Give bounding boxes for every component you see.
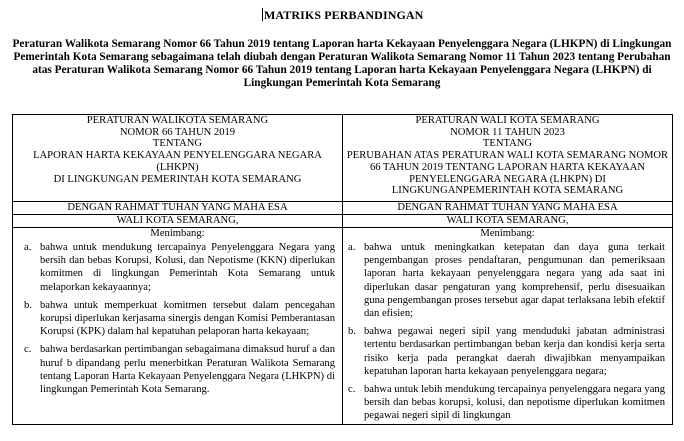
- left-considering: [13, 228, 343, 425]
- item-text: bahwa untuk memperkuat komitmen tersebut dalam pencegahan korupsi diperlukan kerjasama sinergis dengan Komisi Pemberantasan Korupsi (KPK) dalam hal kepatuhan pelaporan harta kekayaan;: [40, 299, 335, 338]
- list-item: [16, 343, 339, 396]
- item-marker: b.: [24, 299, 32, 311]
- left-regulation-heading: [13, 115, 343, 202]
- item-text: bahwa untuk mendukung tercapainya Penyelenggara Negara yang bersih dan bebas Korupsi, Kolusi, dan Nepotisme (KKN) diperlukan komitmen di lingkungan Pemerintah Kota Semarang untuk melaporkan kekayaannya;: [40, 242, 335, 293]
- considering-row: [13, 228, 673, 425]
- heading-line: PERATURAN WALIKOTA SEMARANG: [86, 115, 269, 126]
- item-text: bahwa untuk lebih mendukung tercapainya penyelenggara negara yang bersih dan bebas korupsi, kolusi, dan nepotisme diperlukan komitmen pegawai negeri sipil di lingkungan: [364, 384, 665, 422]
- document-title-text: MATRIKS PERBANDINGAN: [264, 8, 424, 22]
- heading-line: TENTANG: [152, 138, 203, 150]
- considering-list: [16, 241, 339, 396]
- heading-line: (LHKPN): [156, 161, 199, 173]
- heading-line: LAPORAN HARTA KEKAYAAN PENYELENGGARA NEGARA: [33, 150, 322, 162]
- list-item: [346, 325, 669, 378]
- heading-line: PERATURAN WALI KOTA SEMARANG: [415, 115, 600, 126]
- heading-line: NOMOR 11 TAHUN 2023: [450, 126, 565, 138]
- comparison-table: [12, 114, 673, 425]
- right-preamble: DENGAN RAHMAT TUHAN YANG MAHA ESA: [343, 202, 673, 215]
- document-subtitle: Peraturan Walikota Semarang Nomor 66 Tahun 2019 tentang Laporan harta Kekayaan Penyelenggara Negara (LHKPN) di Lingkungan Pemerintah Kota Semarang sebagaimana telah diubah dengan Peraturan Walikota Semarang Nomor 11 Tahun 2023 tentang Perubahan atas Peraturan Walikota Semarang Nomor 66 Tahun 2019 tentang Laporan harta Kekayaan Penyelenggara Negara (LHKPN) di Lingkungan Pemerintah Kota Semarang: [12, 38, 672, 89]
- item-marker: b.: [348, 326, 356, 338]
- item-marker: a.: [348, 242, 356, 253]
- heading-line: TENTANG: [482, 138, 533, 150]
- list-item: [346, 383, 669, 423]
- document-title: [262, 8, 423, 23]
- considering-list: [346, 241, 669, 423]
- left-authority: WALI KOTA SEMARANG,: [13, 215, 343, 228]
- preamble-row: [13, 202, 673, 215]
- right-regulation-heading: [343, 115, 673, 202]
- item-marker: c.: [24, 344, 32, 356]
- list-item: [16, 241, 339, 294]
- authority-row: [13, 215, 673, 228]
- item-text: bahwa untuk meningkatkan ketepatan dan daya guna terkait pengembangan proses pendaftaran, pengumunan dan pemeriksaan laporan harta kekayaan penyelenggara negara yang ada saat ini diperlukan dasar pengaturan yang komprehensif, perlu disesuaikan guna pengembangan proses tersebut agar dapat terlaksana lebih efektif dan efisien;: [364, 242, 665, 320]
- right-authority: WALI KOTA SEMARANG,: [343, 215, 673, 228]
- text-cursor: [262, 8, 263, 21]
- list-item: [346, 241, 669, 320]
- heading-line: PERUBAHAN ATAS PERATURAN WALI KOTA SEMARANG NOMOR 66 TAHUN 2019 TENTANG LAPORAN HARTA KEKAYAAN PENYELENGGARA NEGARA (LHKPN) DI LINGKUNGANPEMERINTAH KOTA SEMARANG: [346, 150, 669, 197]
- item-text: bahwa pegawai negeri sipil yang menduduki jabatan administrasi tertentu berdasarkan pertimbangan beban kerja dan kondisi kerja serta risiko kerja pada perangkat daerah diwajibkan menyampaikan kepatuhan laporan harta kekayaan penyelenggara negara;: [364, 326, 665, 377]
- right-considering: [343, 228, 673, 425]
- considering-label: Menimbang:: [150, 228, 205, 239]
- considering-label: Menimbang:: [480, 228, 535, 239]
- heading-row: [13, 115, 673, 202]
- item-marker: c.: [348, 384, 356, 396]
- item-marker: a.: [24, 242, 32, 253]
- heading-line: NOMOR 66 TAHUN 2019: [119, 126, 236, 138]
- item-text: bahwa berdasarkan pertimbangan sebagaimana dimaksud huruf a dan huruf b dipandang perlu menerbitkan Peraturan Walikota Semarang tentang Laporan Harta Kekayaan Penyelenggara Negara (LHKPN) di lingkungan Pemerintah Kota Semarang.: [40, 344, 335, 396]
- left-preamble: DENGAN RAHMAT TUHAN YANG MAHA ESA: [13, 202, 343, 215]
- heading-line: DI LINGKUNGAN PEMERINTAH KOTA SEMARANG: [53, 173, 302, 185]
- list-item: [16, 299, 339, 339]
